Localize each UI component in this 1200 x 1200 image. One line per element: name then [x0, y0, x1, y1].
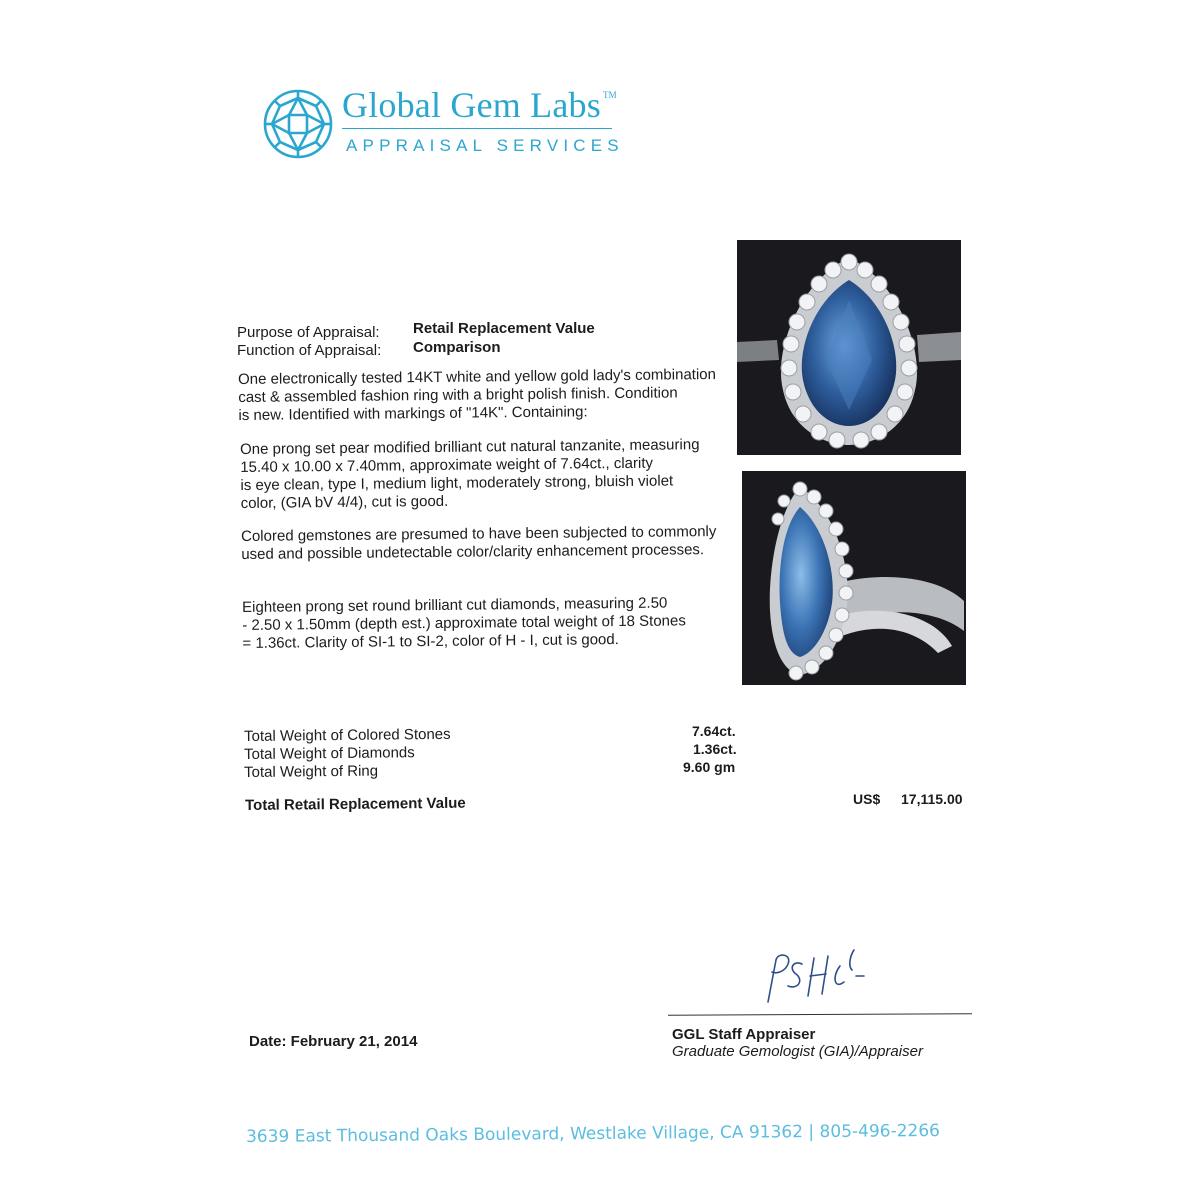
text-line: used and possible undetectable color/clarity enhancement processes. — [241, 541, 705, 563]
text-line: Colored gemstones are presumed to have been subjected to commonly — [241, 523, 717, 545]
total-ring-weight-value: 9.60 gm — [683, 759, 736, 775]
brand-name: Global Gem Labs ™ — [342, 85, 617, 125]
diamonds-description — [242, 594, 686, 653]
text-line: 15.40 x 10.00 x 7.40mm, approximate weight of 7.64ct., clarity — [240, 454, 654, 476]
signature-line — [668, 1013, 972, 1016]
ring-photo-top-view — [737, 240, 961, 455]
gem-logo-icon — [262, 88, 334, 160]
text-line: color, (GIA bV 4/4), cut is good. — [240, 492, 449, 512]
function-value: Comparison — [413, 339, 501, 356]
appraisal-date: Date: February 21, 2014 — [249, 1033, 418, 1050]
purpose-value: Retail Replacement Value — [413, 320, 595, 337]
total-diamonds-value: 1.36ct. — [693, 741, 737, 757]
footer-address: 3639 East Thousand Oaks Boulevard, Westlake Village, CA 91362 | 805-496-2266 — [245, 1120, 941, 1148]
brand-subtitle: APPRAISAL SERVICES — [346, 136, 624, 155]
total-colored-stones-label: Total Weight of Colored Stones — [244, 725, 451, 745]
appraiser-signature — [758, 946, 868, 1008]
ring-photo-side-view — [742, 471, 966, 685]
text-line: is new. Identified with markings of "14K". Containing: — [238, 403, 588, 424]
function-label: Function of Appraisal: — [237, 342, 382, 359]
retail-value-amount: 17,115.00 — [901, 791, 963, 807]
text-line: One prong set pear modified brilliant cut natural tanzanite, measuring — [240, 436, 700, 458]
total-ring-weight-label: Total Weight of Ring — [244, 762, 379, 781]
text-line: is eye clean, type I, medium light, moderately strong, bluish violet — [240, 472, 674, 494]
purpose-label: Purpose of Appraisal: — [237, 324, 380, 341]
currency-label: US$ — [853, 791, 881, 807]
text-line: = 1.36ct. Clarity of SI-1 to SI-2, color of H - I, cut is good. — [242, 631, 619, 652]
appraiser-title: GGL Staff Appraiser — [672, 1026, 816, 1043]
text-line: - 2.50 x 1.50mm (depth est.) approximate total weight of 18 Stones — [242, 612, 686, 634]
appraiser-credentials: Graduate Gemologist (GIA)/Appraiser — [672, 1043, 923, 1060]
enhancement-note — [241, 523, 717, 564]
total-colored-stones-value: 7.64ct. — [692, 723, 736, 739]
ring-description — [238, 366, 716, 425]
trademark: TM — [602, 90, 617, 100]
total-diamonds-label: Total Weight of Diamonds — [244, 744, 415, 763]
text-line: cast & assembled fashion ring with a bright polish finish. Condition — [238, 384, 678, 406]
text-line: One electronically tested 14KT white and yellow gold lady's combination — [238, 365, 717, 388]
text-line: Eighteen prong set round brilliant cut diamonds, measuring 2.50 — [242, 594, 668, 616]
retail-value-label: Total Retail Replacement Value — [245, 794, 466, 814]
tanzanite-description — [240, 436, 700, 513]
brand-divider — [342, 128, 612, 129]
